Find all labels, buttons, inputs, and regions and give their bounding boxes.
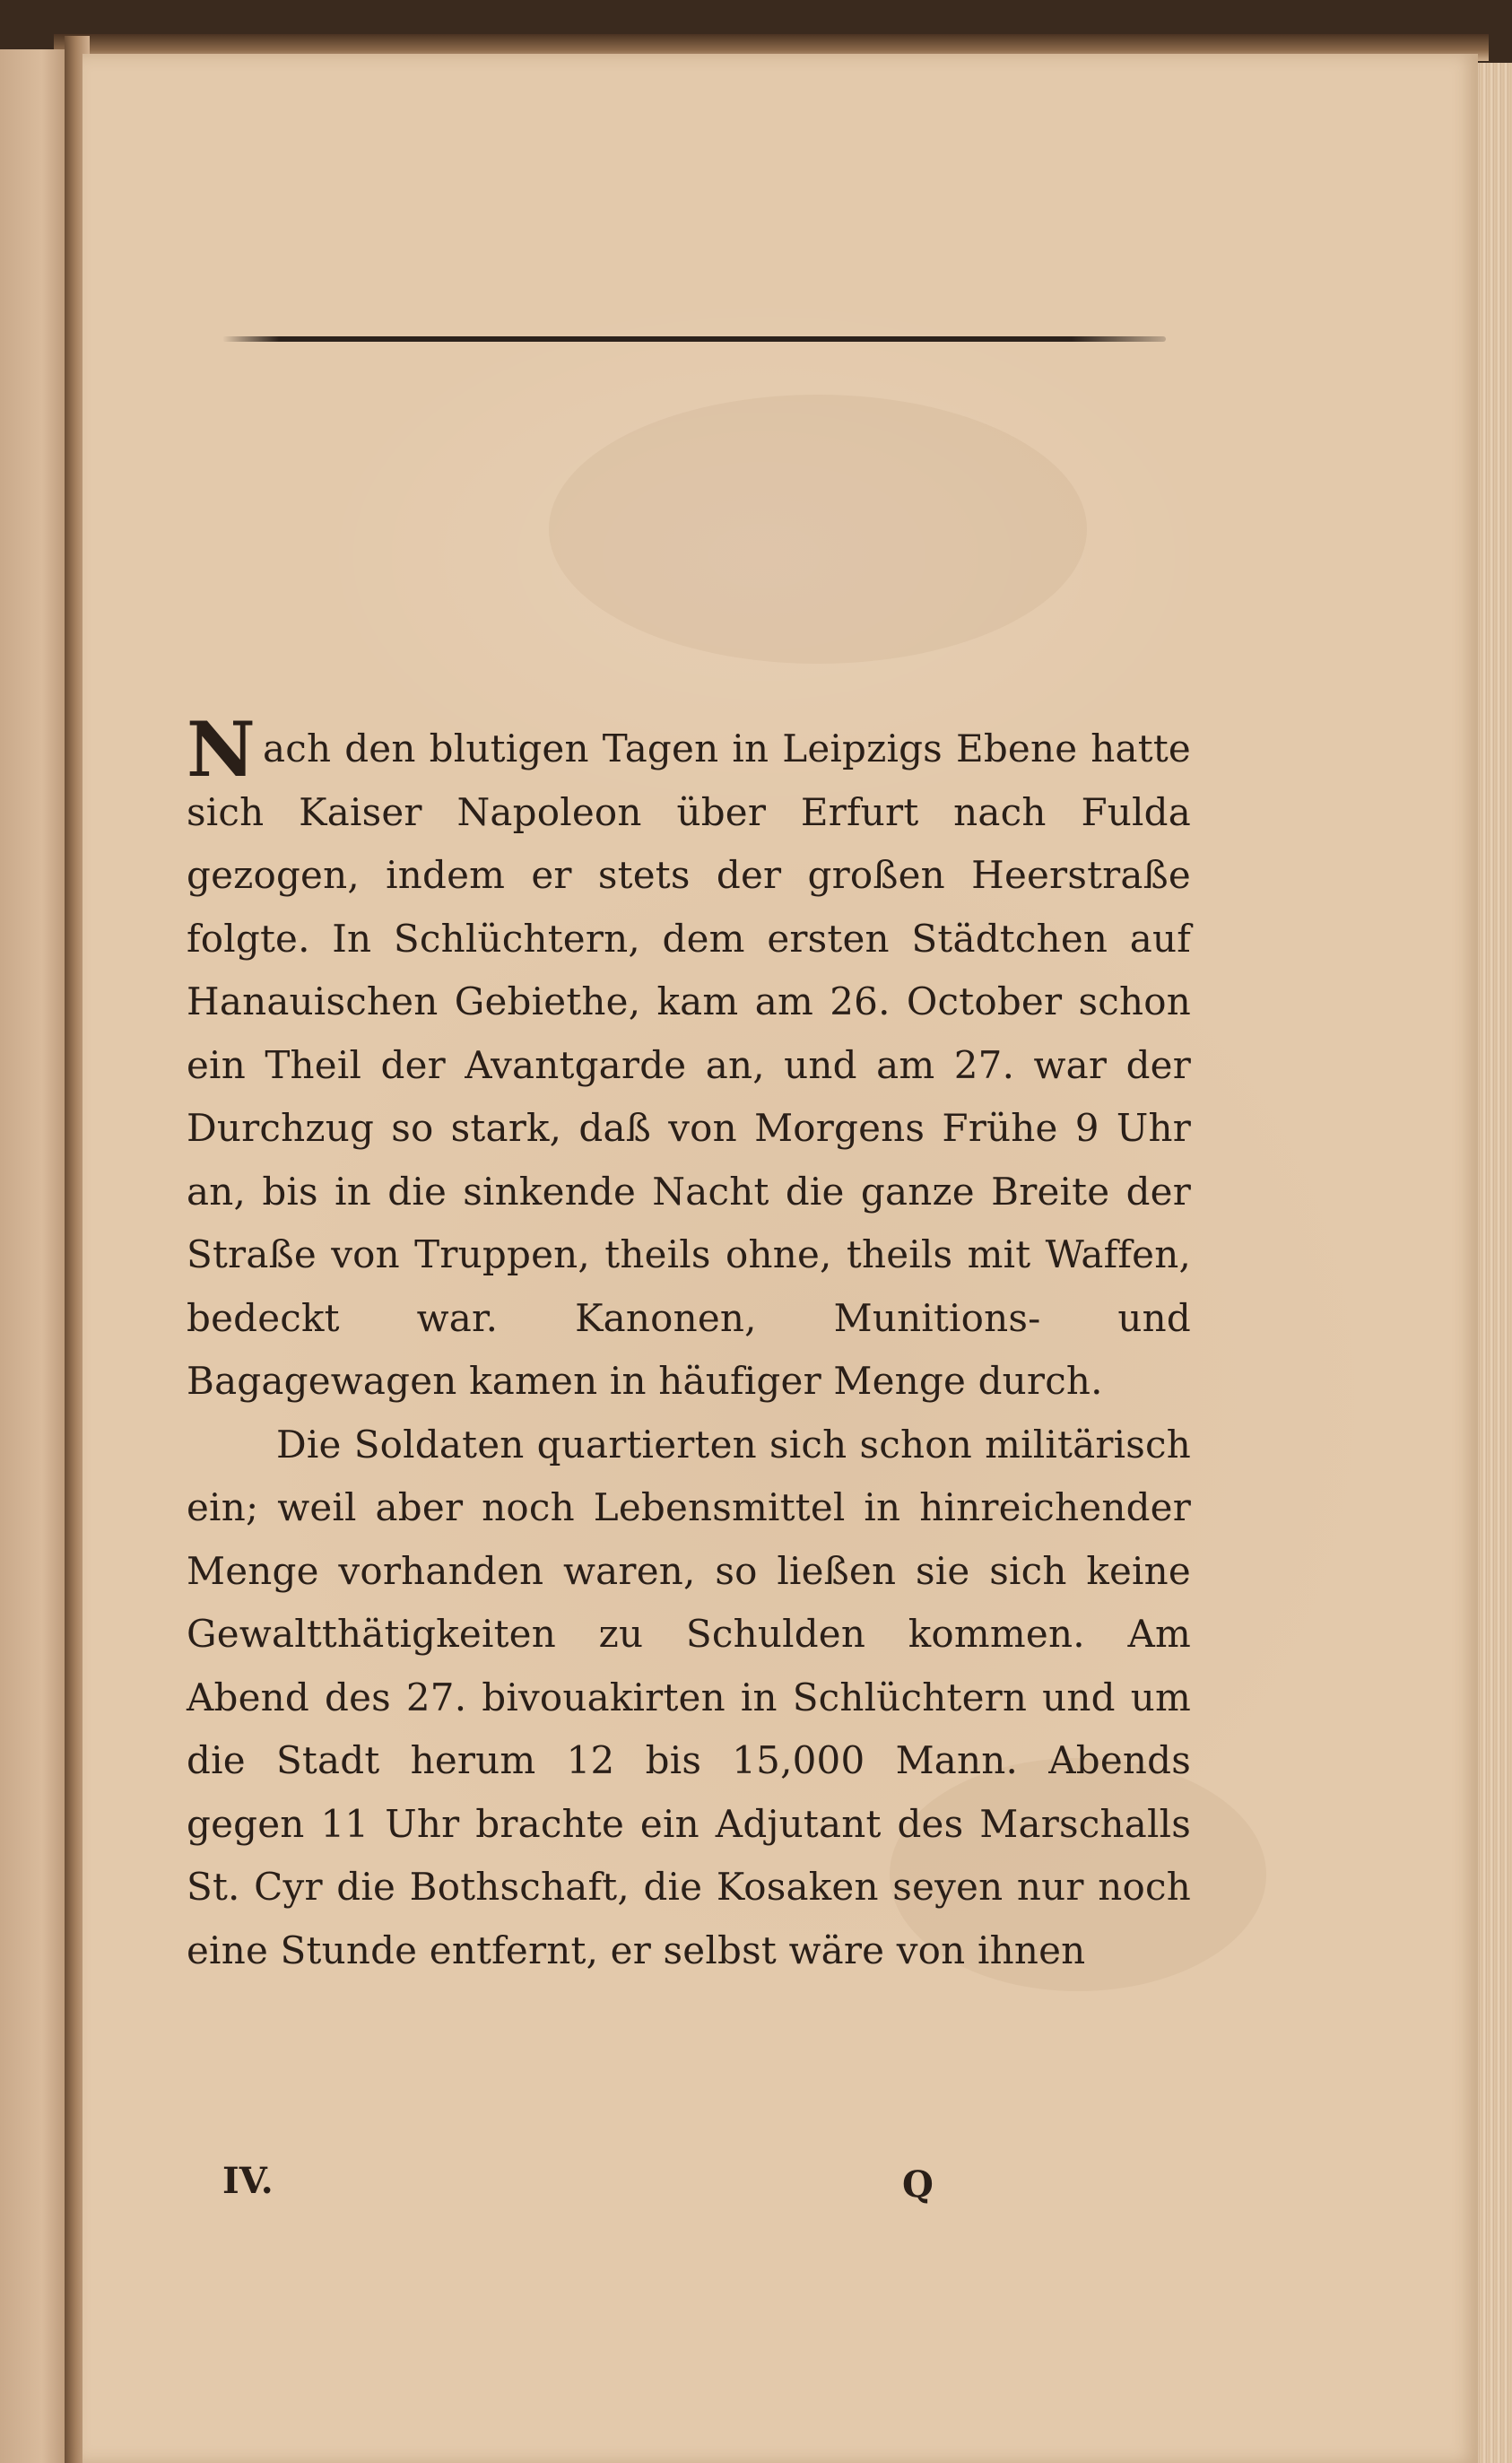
header-rule bbox=[222, 336, 1166, 342]
drop-cap: N bbox=[187, 705, 256, 794]
left-page-edge bbox=[0, 49, 70, 2463]
signature-mark: IV. bbox=[222, 2160, 274, 2202]
body-text bbox=[187, 705, 1191, 1982]
paper-stain bbox=[549, 395, 1087, 664]
signature-letter: Q bbox=[902, 2163, 934, 2206]
paragraph-1 bbox=[187, 705, 1191, 1414]
paragraph-1-text: ach den blutigen Tagen in Leipzigs Ebene hatte sich Kaiser Napoleon über Erfurt nach Fulda gezogen, indem er stets der großen Heerstraße folgte. In Schlüchtern, dem ersten Städtchen auf Hanauischen Gebiethe, kam am 26. October schon ein Theil der Avantgarde an, und am 27. war der Durchzug so stark, daß von Morgens Frühe 9 Uhr an, bis in die sinkende Nacht die ganze Breite der Straße von Truppen, theils ohne, theils mit Waffen, bedeckt war. Kanonen, Munitions- und Bagagewagen kamen in häufiger Menge durch. bbox=[187, 727, 1191, 1403]
paragraph-2: Die Soldaten quartierten sich schon militärisch ein; weil aber noch Lebensmittel in hinreichender Menge vorhanden waren, so ließen sie sich keine Gewaltthätigkeiten zu Schulden kommen. Am Abend des 27. bivouakirten in Schlüchtern und um die Stadt herum 12 bis 15,000 Mann. Abends gegen 11 Uhr brachte ein Adjutant des Marschalls St. Cyr die Bothschaft, die Kosaken seyen nur noch eine Stunde entfernt, er selbst wäre von ihnen bbox=[187, 1422, 1191, 1972]
